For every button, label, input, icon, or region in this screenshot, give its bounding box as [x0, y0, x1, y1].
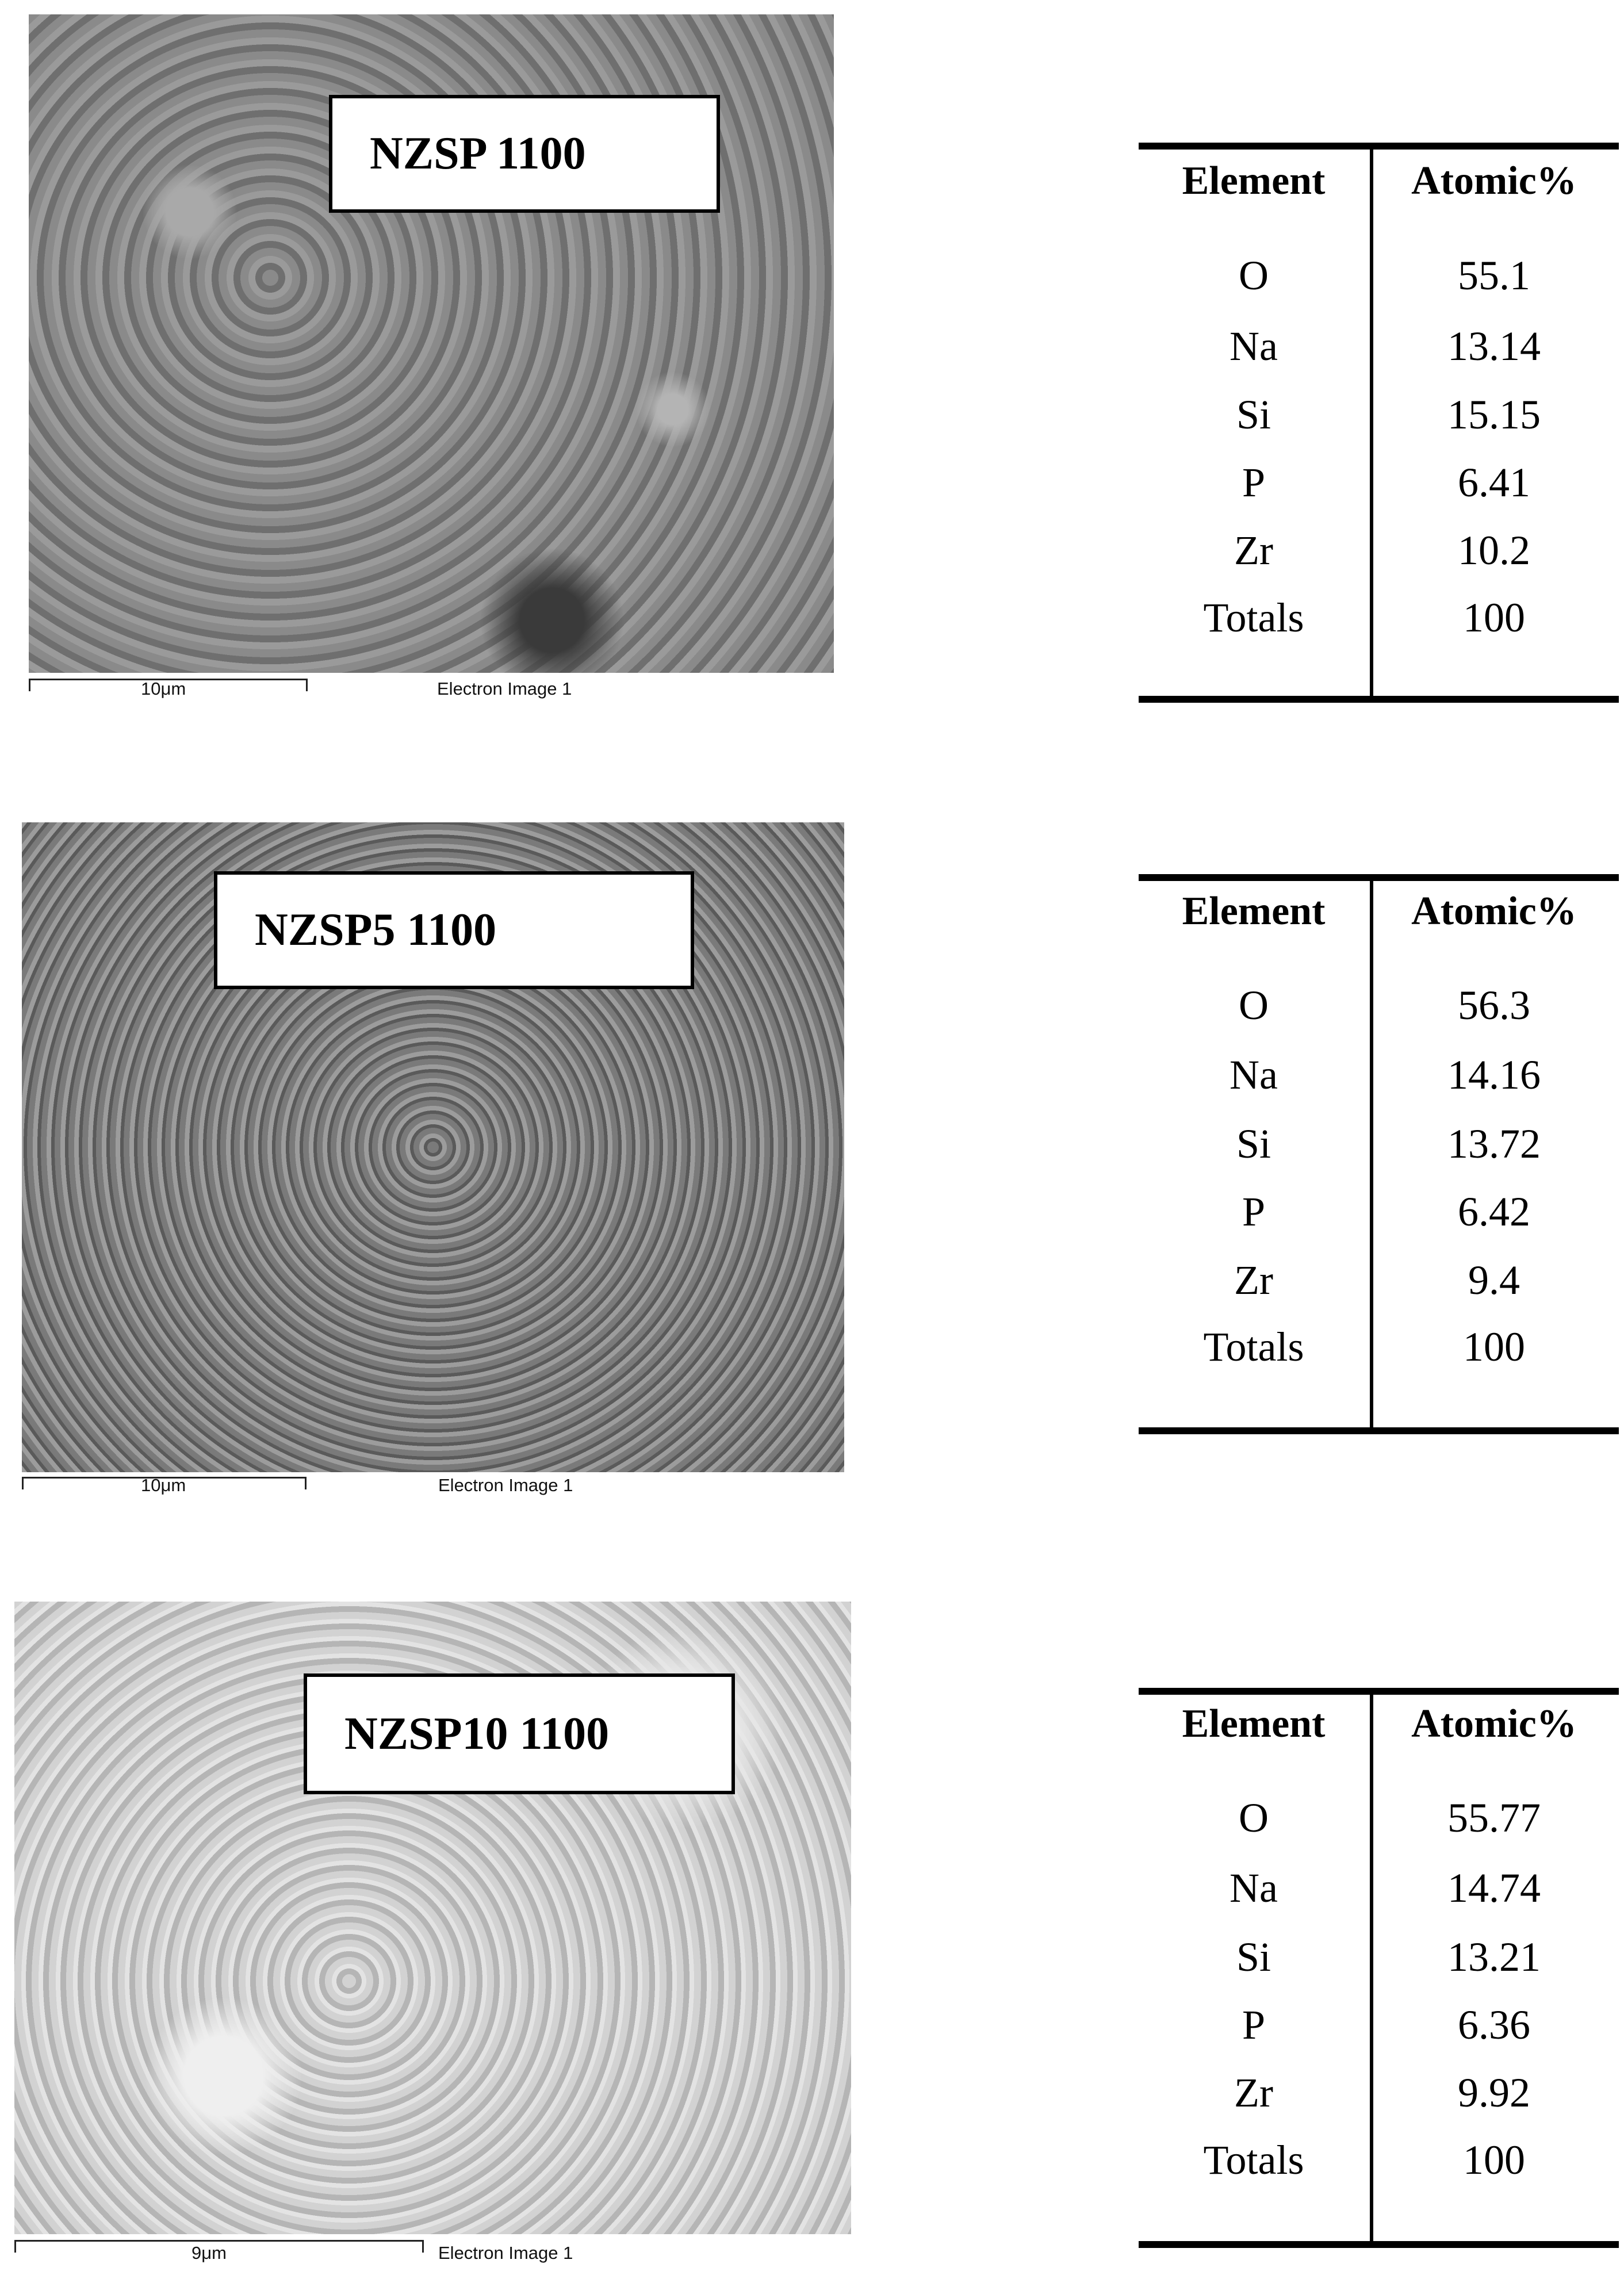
cell-atomic: 6.41: [1458, 459, 1530, 505]
table-bottom-rule: [1139, 696, 1619, 703]
cell-atomic: 100: [1463, 595, 1525, 641]
scale-bar-label: 10μm: [141, 679, 186, 699]
header-element: Element: [1182, 159, 1326, 203]
cell-element: Si: [1236, 1934, 1271, 1980]
cell-atomic: 14.16: [1447, 1052, 1541, 1098]
cell-element: O: [1239, 982, 1269, 1028]
sample-label-box: [329, 95, 720, 213]
image-caption: Electron Image 1: [438, 2243, 573, 2263]
cell-atomic: 15.15: [1447, 392, 1541, 438]
sample-label: NZSP5 1100: [255, 905, 497, 955]
cell-atomic: 55.1: [1458, 252, 1530, 298]
cell-element: Si: [1236, 392, 1271, 438]
cell-atomic: 13.21: [1447, 1934, 1541, 1980]
cell-atomic: 10.2: [1458, 527, 1530, 573]
cell-atomic: 56.3: [1458, 982, 1530, 1028]
composition-table: [1139, 874, 1619, 1438]
cell-atomic: 6.36: [1458, 2002, 1530, 2048]
table-bottom-rule: [1139, 1427, 1619, 1434]
cell-element: O: [1239, 1795, 1269, 1841]
cell-element: Totals: [1203, 1324, 1304, 1370]
cell-element: Na: [1230, 1865, 1278, 1911]
sample-label-box: [214, 871, 694, 989]
scale-bar-label: 10μm: [141, 1475, 186, 1495]
cell-element: P: [1242, 459, 1266, 505]
cell-element: Si: [1236, 1121, 1271, 1167]
sample-label-box: [304, 1673, 735, 1794]
sample-label: NZSP10 1100: [344, 1708, 610, 1759]
cell-element: Zr: [1234, 2070, 1273, 2116]
cell-element: Totals: [1203, 2137, 1304, 2183]
header-atomic-percent: Atomic%: [1411, 159, 1577, 203]
table-top-rule: [1139, 1688, 1619, 1695]
image-caption: Electron Image 1: [438, 1475, 573, 1495]
composition-table: [1139, 143, 1619, 706]
composition-table: [1139, 1688, 1619, 2251]
table-bottom-rule: [1139, 2241, 1619, 2248]
cell-element: P: [1242, 1189, 1266, 1235]
cell-atomic: 100: [1463, 1324, 1525, 1370]
cell-atomic: 100: [1463, 2137, 1525, 2183]
cell-element: Zr: [1234, 527, 1273, 573]
cell-atomic: 9.4: [1468, 1257, 1520, 1303]
table-top-rule: [1139, 143, 1619, 150]
cell-atomic: 6.42: [1458, 1189, 1530, 1235]
cell-element: Na: [1230, 1052, 1278, 1098]
cell-element: Zr: [1234, 1257, 1273, 1303]
header-atomic-percent: Atomic%: [1411, 1702, 1577, 1746]
header-element: Element: [1182, 889, 1326, 933]
sample-label: NZSP 1100: [370, 128, 586, 179]
cell-element: P: [1242, 2002, 1266, 2048]
scale-bar-label: 9μm: [191, 2243, 227, 2263]
cell-atomic: 13.72: [1447, 1121, 1541, 1167]
header-atomic-percent: Atomic%: [1411, 889, 1577, 933]
header-element: Element: [1182, 1702, 1326, 1746]
cell-atomic: 13.14: [1447, 323, 1541, 369]
cell-atomic: 55.77: [1447, 1795, 1541, 1841]
cell-element: O: [1239, 252, 1269, 298]
cell-atomic: 14.74: [1447, 1865, 1541, 1911]
image-caption: Electron Image 1: [437, 679, 572, 699]
table-top-rule: [1139, 874, 1619, 881]
cell-element: Na: [1230, 323, 1278, 369]
cell-element: Totals: [1203, 595, 1304, 641]
cell-atomic: 9.92: [1458, 2070, 1530, 2116]
